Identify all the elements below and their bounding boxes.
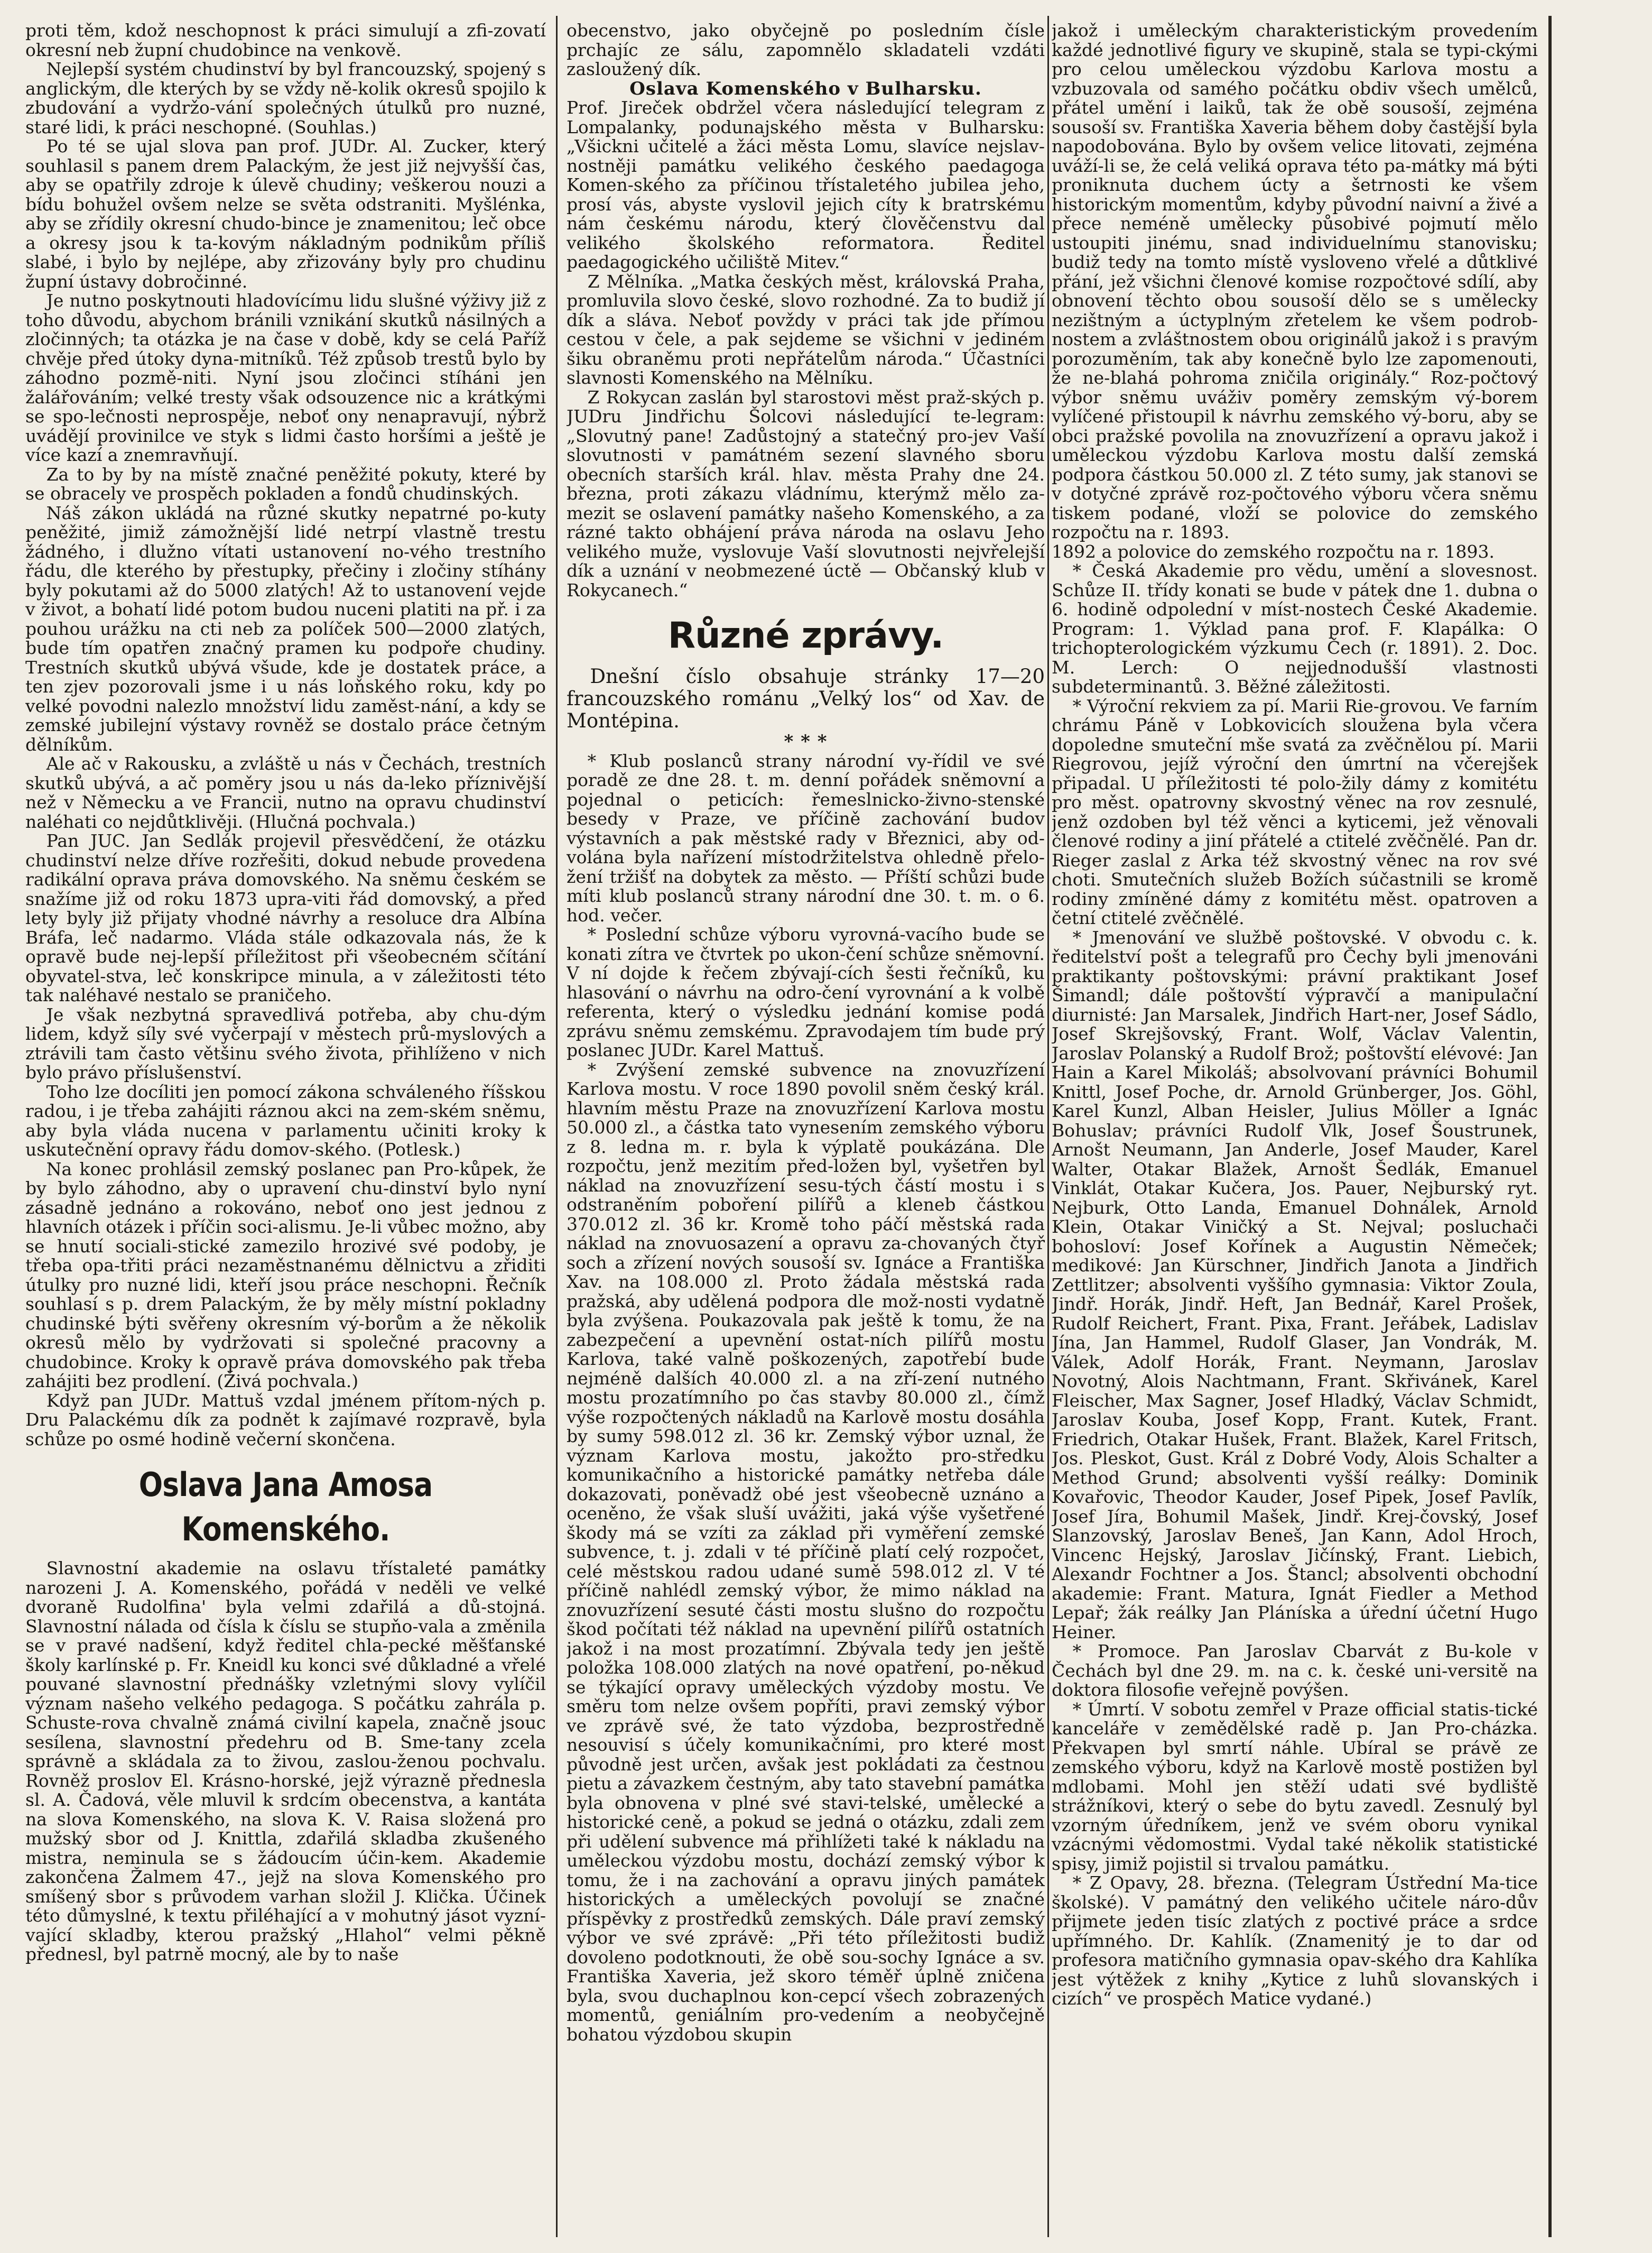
paragraph: * Výroční rekviem za pí. Marii Rie-grovou. Ve farním chrámu Páně v Lobkovicích sloužena byla včera dopoledne smuteční mše svatá za zvěčnělou pí. Marii Riegrovou, jejíž výroční den úmrtní na včerejšek připadal. U příležitosti té polo-žily dámy z komitétu pro měst. opatrovny skvostný věnec na rov zesnulé, jenž ozdoben byl též věnci a kyticemi, jež věnovali členové rodiny a jiní přátelé a ctitelé zvěčnělé. Pan dr. Rieger zaslal z Arka též skvostný věnec na rov své choti. Smutečních služeb Božích súčastnili se kromě rodiny zmíněné dámy z komitétu měst. opatroven a četní ctitelé zvěčnělé. — [1052, 695, 1538, 928]
paragraph: * Zvýšení zemské subvence na znovuzřízení Karlova mostu. V roce 1890 povolil sněm český král. hlavním městu Praze na znovuzřízení Karlova mostu 50.000 zl., a částka tato vynesením zemského výboru z 8. ledna m. r. byla k výplatě poukázána. Dle rozpočtu, jenž mezitím před-ložen byl, vyšetřen byl náklad na znovuzřízení sesu-tých částí mostu i s odstraněním poboření pilířů a kleneb částkou 370.012 zl. 36 kr. Kromě toho páčí městská rada náklad na znovuosazení a opravu za-chovaných čtyř soch a zřízení nových sousoší sv. Ignáce a Františka Xav. na 108.000 zl. Proto žádala městská rada pražská, aby udělená podpora dle mož-nosti vydatně byla zvýšena. Poukazovala pak ještě k tomu, že na zabezpečení a upevnění ostat-ních pilířů mostu Karlova, také valně poškozených, zapotřebí bude nejméně dalších 40.000 zl. a na zří-zení nutného mostu prozatímního po čas stavby 80.000 zl., čímž výše rozpočtených nákladů na Karlově mostu dosáhla by sumy 598.012 zl. 36 kr. Zemský výbor uznal, že význam Karlova mostu, jakožto pro-středku komunikačního a historické památky netřeba dále dokazovati, poněvadž obé jest všeobecně uznáno a oceněno, že však sluší uvážiti, jaká výše vyšetřené škody má se vzíti za základ při vyměření zemské subvence, t. j. zdali v té příčině platí celý rozpočet, celé městskou radou udané sumě 598.012 zl. V té příčině nahlédl zemský výbor, že mimo náklad na znovuzřízení sesuté části mostu slušno do rozpočtu škod počítati též náklad na upevnění pilířů ostatních jakož i na most prozatímní. Zbývala tedy jen ještě položka 108.000 zlatých na nové opatření, po-někud se týkající opravy uměleckých výzdoby mostu. Ve směru tom nelze ovšem popříti, pravi zemský výbor ve zprávě své, že tato výzdoba, bezprostředně nesouvisí s účely komunikačními, pro které most původně jest určen, avšak jest pokládati za čestnou pietu a závazkem čestným, aby tato stavební památka byla obnovena v plné své stavi-telské, umělecké a historické ceně, a pokud se jedná o otázku, zdali zem při udělení subvence má přihlížeti také k nákladu na uměleckou výzdobu mostu, dochází zemský výbor k tomu, že i na zachování a opravu jiných památek historických a uměleckých povolují se značné příspěvky z prostředků zemských. Dále praví zemský výbor ve své zprávě: „Při této příležitosti budiž dovoleno podotknouti, že obě sou-sochy Ignáce a sv. Františka Xaveria, jež skoro téměř úplně zničena byla, svou duchaplnou kon-cepcí všech zobrazených momentů, geniálním pro-vedením a neobyčejně bohatou výzdobou skupin — [567, 1059, 1045, 2045]
paragraph: Pan JUC. Jan Sedlák projevil přesvědčení, že otázku chudinství nelze dříve rozřešiti, dokud nebude provedena radikální oprava práva domovského. Na sněmu českém se snažíme již od roku 1873 upra-viti řád domovský, a před lety byly již přijaty vhodné návrhy a resoluce dra Albína Bráfa, leč nadarmo. Vláda stále odkazovala nás, že k opravě bude nej-lepší příležitost při všeobecném sčítání obyvatel-stva, leč konskripce minula, a v záležitosti této tak naléhavé nestalo se praničeho. — [25, 830, 546, 1005]
paragraph: Z Rokycan zaslán byl starostovi měst praž-ských p. JUDru Jindřichu Šolcovi následující te-legram: „Slovutný pane! Zadůstojný a statečný pro-jev Vaší slovutnosti v památném sezení slavného sboru obecních starších král. hlav. města Prahy dne 24. března, proti zákazu vládnímu, kterýmž mělo za-mezit se oslavení památky našeho Komenského, a za rázné takto obhájení práva národa na oslavu Jeho velikého muže, vyslovuje Vaší slovutnosti nejvřelejší dík a uznání v neobmezené úctě — Občanský klub v Rokycanech.“ — [567, 386, 1045, 601]
paragraph: Náš zákon ukládá na různé skutky nepatrné po-kuty peněžité, jimiž zámožnější lidé netrpí vlastně trestu žádného, i dlužno vítati ustanovení no-vého trestního řádu, dle kterého by přestupky, přečiny i zločiny stíhány byly pokutami až do 5000 zlatých! Až to ustanovení vejde v život, a bohatí lidé potom budou nuceni platiti na př. i za pouhou urážku na cti neb za políček 500—2000 zlatých, bude tím opatřen značný pramen ku podpoře chudiny. Trestních skutků ubývá všude, kde je dostatek práce, a ten zjev pozorovali jsme i u nás loňského roku, kdy po velké povodni nalezlo množství lidu zaměst-nání, a kdy se zemské jubilejní výstavy rovněž se dostalo práce četným dělníkům. — [25, 502, 546, 755]
paragraph: Za to by by na místě značné peněžité pokuty, které by se obracely ve prospěch pokladen a fondů chudinských. — [25, 464, 546, 504]
paragraph: Toho lze docíliti jen pomocí zákona schváleného říšskou radou, i je třeba zahájiti ráznou akci na zem-ském sněmu, aby byla vláda nucena v parlamentu učiniti kroky k uskutečnění opravy řádu domov-ského. (Potlesk.) — [25, 1081, 546, 1160]
paragraph: Je nutno poskytnouti hladovícímu lidu slušné výživy již z toho důvodu, abychom bránili vznikání skutků násilných a zločinných; ta otázka je na čase v době, kdy se celá Paříž chvěje před útoky dyna-mitníků. Též způsob trestů bylo by záhodno pozmě-niti. Nyní jsou zločinci stíháni jen žalářováním; velké tresty však odsouzence nic a krátkými se spo-lečnosti neprospěje, neboť ony nenapravují, nýbrž uvádějí provinilce ve styk s lidmi často horšími a ještě je více kazí a znemravňují. — [25, 290, 546, 465]
column-middle — [567, 21, 1045, 2237]
section-heading: Různé zprávy. — [667, 615, 944, 657]
paragraph: * Klub poslanců strany národní vy-řídil ve své poradě ze dne 28. t. m. denní pořádek sněmovní a pojednal o peticích: řemeslnicko-živno-stenské besedy v Praze, ve příčině zachování budov výstavních a pak městské rady v Březnici, aby od-volána byla nařízení místodržitelstva ohledně přelo-žení tržišť na dobytek za město. — Příští schůzi bude míti klub poslanců strany národní dne 30. t. m. o 6. hod. večer. — [567, 750, 1045, 926]
column-rule — [1047, 16, 1049, 2237]
paragraph: Dnešní číslo obsahuje stránky 17—20 francouzského románu „Velký los“ od Xav. de Montépina. — [567, 665, 1045, 732]
paragraph: Z Mělníka. „Matka českých měst, královská Praha, promluvila slovo české, slovo rozhodné. Za to budiž jí dík a sláva. Neboť povždy v práci tak jde přímou cestou v čele, a pak sejdeme se všichni v jediném šiku obraněmu proti nepřátelům národa.“ Účastníci slavnosti Komenského na Mělníku. — [567, 271, 1045, 388]
paragraph: Po té se ujal slova pan prof. JUDr. Al. Zucker, který souhlasil s panem drem Palackým, že jest již nejvyšší čas, aby se opatřily zdroje k úlevě chudiny; veškerou nouzi a bídu bohužel ovšem nelze se světa odstraniti. Myšlénka, aby se zřídily okresní chudo-bince je znamenitou; leč obce a okresy jsou k ta-kovým nákladným podnikům příliš slabé, i bylo by nejlépe, aby zřizovány byly pro chudinu župní ústavy dobročinné. — [25, 136, 546, 292]
paragraph: * Poslední schůze výboru vyrovná-vacího bude se konati zítra ve čtvrtek po ukon-čení schůze sněmovní. V ní dojde k řečem zbývají-cích šesti řečníků, ku hlasování o návrhu na odro-čení vyrovnání a k volbě referenta, který o výsledku jednání komise podá zprávu sněmu zemskému. Zpravodajem tím bude prý poslanec JUDr. Karel Mattuš. — [567, 924, 1045, 1060]
paragraph: Ale ač v Rakousku, a zvláště u nás v Čechách, trestních skutků ubývá, a ač poměry jsou u nás da-leko příznivější než v Německu a ve Francii, nutno na opravu chudinství naléhati co nejdůtklivěji. (Hlučná pochvala.) — [25, 753, 546, 832]
paragraph: jakož i uměleckým charakteristickým provedením každé jednotlivé figury ve skupině, stala se typi-ckými pro celou uměleckou výzdobu Karlova mostu a vzbuzovala od samého počátku obdiv všech umělců, přátel umění i laiků, tak že obě sousoší, zejména sousoší sv. Františka Xaveria během doby častější byla napodobována. Bylo by ovšem velice litovati, zejména uváží-li se, že celá veliká oprava této pa-mátky má býti proniknuta duchem úcty a šetrnosti ke všem historickým momentům, kdyby původní naivní a živé a přece neméně umělecky působivé pojmutí mělo ustoupiti jinému, snad individuelnímu stanovisku; budiž tedy na tomto místě vysloveno vřelé a důtklivé přání, jež všichni členové komise rozpočtové sdílí, aby obnovení těchto obou sousoší dělo se s umělecky nezištným a úctyplným zřetelem ke všem podrob-nostem a zvláštnostem obou originálů jakož i s pravým porozuměním, tak aby konečně bylo lze zapomenouti, že ne-blahá pohroma zničila originály.“ Roz-počtový výbor sněmu uváživ poměry zemským vý-borem vylíčené přistoupil k návrhu zemského vý-boru, aby se obci pražské povolila na znovuzřízení a opravu jakož i uměleckou výzdobu Karlova mostu další zemská podpora částkou 50.000 zl. Z této sumy, jak stanovi se v dotyčné zprávě roz-počtového výboru včera sněmu tiskem podané, vloží se polovice do zemského rozpočtu na r. 1893. — [1052, 21, 1538, 542]
column-left — [25, 21, 546, 2237]
column-right — [1052, 21, 1538, 2237]
page-edge-rule — [1548, 16, 1552, 2237]
paragraph: Když pan JUDr. Mattuš vzdal jménem přítom-ných p. Dru Palackému dík za podnět k zajímavé rozpravě, byla schůze po osmé hodině večerní skončena. — [25, 1390, 546, 1449]
paragraph: Prof. Jireček obdržel včera následující telegram z Lompalanky, podunajského města v Bulharsku: „Všickni učitelé a žáci města Lomu, slavíce nejslav-nostněji památku velikého českého paedagoga Komen-ského za příčinou třístaletého jubilea jeho, prosí vás, abyste vyslovil jejich cíty k bratrskému nám českému národu, který člověčenstvu dal velikého školského reformatora. Ředitel paedagogického učiliště Mitev.“ — [567, 97, 1045, 272]
section-heading: Oslava Jana Amosa Komenského. — [138, 1465, 433, 1548]
paragraph: * Úmrtí. V sobotu zemřel v Praze official statis-tické kanceláře v zemědělské radě p. Jan Pro-cházka. Překvapen byl smrtí náhle. Ubíral se právě ze zemského výboru, když na Karlově mostě postižen byl mdlobami. Mohl jen stěží udati své bydliště strážníkovi, který o sebe do bytu zavedl. Zesnulý byl vzorným úředníkem, jenž ve svém oboru vynikal vzácnými vědomostmi. Vydal také několik statistické spisy, jimiž pojistil si trvalou památku. — [1052, 1698, 1538, 1874]
paragraph: Je však nezbytná spravedlivá potřeba, aby chu-dým lidem, když síly své vyčerpají v městech prů-myslových a ztrávili tam často většinu svého života, přihlíženo v nich bylo právo příslušenství. — [25, 1004, 546, 1083]
paragraph: Nejlepší systém chudinství by byl francouzský, spojený s anglickým, dle kterých by se vždy ně-kolik okresů spojilo k zbudování a vydržo-vání společných útulků pro nuzné, staré lidi, k práci neschopné. (Souhlas.) — [25, 59, 546, 137]
paragraph: * Promoce. Pan Jaroslav Cbarvát z Bu-kole v Čechách byl dne 29. m. na c. k. české uni-versitě na doktora filosofie veřejně povýšen. — [1052, 1641, 1538, 1700]
paragraph: * Česká Akademie pro vědu, umění a slovesnost. Schůze II. třídy konati se bude v pátek dne 1. dubna o 6. hodině odpolední v míst-nostech České Akademie. Program: 1. Výklad pana prof. F. Klapálka: O trichopterologickém výzkumu Čech (r. 1891). 2. Doc. M. Lerch: O nejjednodušší vlastnosti subdeterminantů. 3. Běžné záležitosti. — [1052, 560, 1538, 697]
paragraph: 1892 a polovice do zemského rozpočtu na r. 1893. — [1052, 541, 1495, 562]
paragraph: proti těm, kdož neschopnost k práci simulují a zfi-zovatí okresní neb župní chudobince na venkově. — [25, 21, 546, 60]
paragraph: * Jmenování ve službě poštovské. V obvodu c. k. ředitelství pošt a telegrafů pro Čechy byli jmenováni praktikanty poštovskými: právní praktikant Josef Šimandl; dále poštovští výpravčí a manipulační diurnisté: Jan Marsalek, Jindřich Hart-ner, Josef Sádlo, Josef Skrejšovský, Frant. Wolf, Václav Valentin, Jaroslav Polanský a Rudolf Brož; poštovští elévové: Jan Hain a Karel Mikoláš; absolvovaní právníci Bohumil Knittl, Josef Poche, dr. Arnold Grünberger, Jos. Göhl, Karel Kunzl, Alban Heisler, Julius Möller a Ignác Bohuslav; právníci Rudolf Vlk, Josef Šoustrunek, Arnošt Neumann, Jan Anderle, Josef Mauder, Karel Walter, Otakar Blažek, Arnošt Šedlák, Emanuel Vinklát, Otakar Kučera, Jos. Pauer, Nejburský ryt. Nejburk, Otto Landa, Emanuel Dohnálek, Arnold Klein, Otakar Viničký a St. Nejval; posluchači bohosloví: Josef Kořínek a Augustin Němeček; medikové: Jan Kürschner, Jindřich Janota a Jindřich Zettlitzer; absolventi vyššího gymnasia: Viktor Zoula, Jindř. Horák, Jindř. Heft, Jan Bednář, Karel Prošek, Rudolf Reichert, Frant. Pixa, Frant. Jeřábek, Ladislav Jína, Jan Hammel, Rudolf Glaser, Jan Vondrák, M. Válek, Adolf Horák, Frant. Neymann, Jaroslav Novotný, Alois Nachtmann, Frant. Skřivánek, Karel Fleischer, Max Sagner, Josef Hladký, Václav Schmidt, Jaroslav Kouba, Josef Kopp, Frant. Kutek, Frant. Friedrich, Otakar Hušek, Frant. Blažek, Karel Fritsch, Jos. Pleskot, Gust. Král z Dobré Vody, Alois Schalter a Method Grund; absolventi vyšší reálky: Dominik Kovařovic, Theodor Kauder, Josef Pipek, Josef Pavlík, Josef Jíra, Bohumil Mašek, Jindř. Krej-čovský, Josef Slanzovský, Jaroslav Beneš, Jan Kann, Adol Hroch, Vincenc Hejský, Jaroslav Jičínský, Frant. Liebich, Alexandr Fochtner a Jos. Štancl; absolventi obchodní akademie: Frant. Matura, Ignát Fiedler a Method Lepař; žák reálky Jan Pláníska a úřední účetní Hugo Heiner. — [1052, 927, 1538, 1642]
column-rule — [556, 16, 558, 2237]
paragraph: obecenstvo, jako obyčejně po posledním čísle prchajíc ze sálu, zapomnělo skladateli vzdáti zasloužený dík. — [567, 21, 1045, 79]
subheading: Oslava Komenského v Bulharsku. — [629, 78, 982, 99]
paragraph: Na konec prohlásil zemský poslanec pan Pro-kůpek, že by bylo záhodno, aby o upravení chu-dinství bylo nyní zásadně jednáno a rokováno, neboť ono jest jednou z hlavních otázek i příčin soci-alismu. Je-li vůbec možno, aby se hnutí sociali-stické zamezilo hrozivé své podoby, je třeba opa-třiti práci nezaměstnanému dělnictvu a zřiditi útulky pro nuzné lidi, kteří jsou práce neschopni. Řečník souhlasí s p. drem Palackým, že by měly místní pokladny chudinské býti svěřeny okresním vý-borům a že několik okresů mělo by vydržovati si společné pracovny a chudobince. Kroky k opravě práva domovského pak třeba zahájiti bez prodlení. (Živá pochvala.) — [25, 1158, 546, 1391]
separator-stars: * * * — [784, 731, 828, 752]
paragraph: Slavnostní akademie na oslavu třístaleté památky narozeni J. A. Komenského, pořádá v neděli ve velké dvoraně Rudolfina' byla velmi zdařilá a dů-stojná. Slavnostní nálada od čísla k číslu se stupňo-vala a změnila se v pravé nadšení, když ředitel chla-pecké měšťanské školy karlínské p. Fr. Kneidl ku konci své důkladné a vřelé pouvané slavnostní přednášky vzletnými slovy vylíčil význam našeho velkého pedagoga. S počátku zahrála p. Schuste-rova chvalně známá civilní kapela, značně jsouc sesílena, slavnostní předehru od B. Sme-tany zcela správně a skládala za to živou, zaslou-ženou pochvalu. Rovněž proslov El. Krásno-horské, jejž výrazně přednesla sl. A. Čadová, věle mluvil k srdcím obecenstva, a kantáta na slova Komenského, na slova K. V. Raisa složená pro mužský sbor od J. Knittla, zdařilá skladba zkušeného mistra, neminula se s žádoucím účin-kem. Akademie zakončena Žalmem 47., jejž na slova Komenského pro smíšený sbor s průvodem varhan složil J. Klička. Účinek této důmyslné, k textu přiléhající a v mohutný jásot vyzní-vající skladby, kterou pražský „Hlahol“ velmi pěkně přednesl, byl patrně mocný, ale by to naše — [25, 1558, 546, 1964]
paragraph: * Z Opavy, 28. března. (Telegram Ústřední Ma-tice školské). V památný den velikého učitele náro-dův přijmete jeden tisíc zlatých z poctivé práce a srdce upřímného. Dr. Kahlík. (Znamenitý je to dar od profesora matičního gymnasia opav-ského dra Kahlíka jest výtěžek z knihy „Kytice z luhů slovanských i cizích“ ve prospěch Matice vydané.) — [1052, 1872, 1538, 2009]
